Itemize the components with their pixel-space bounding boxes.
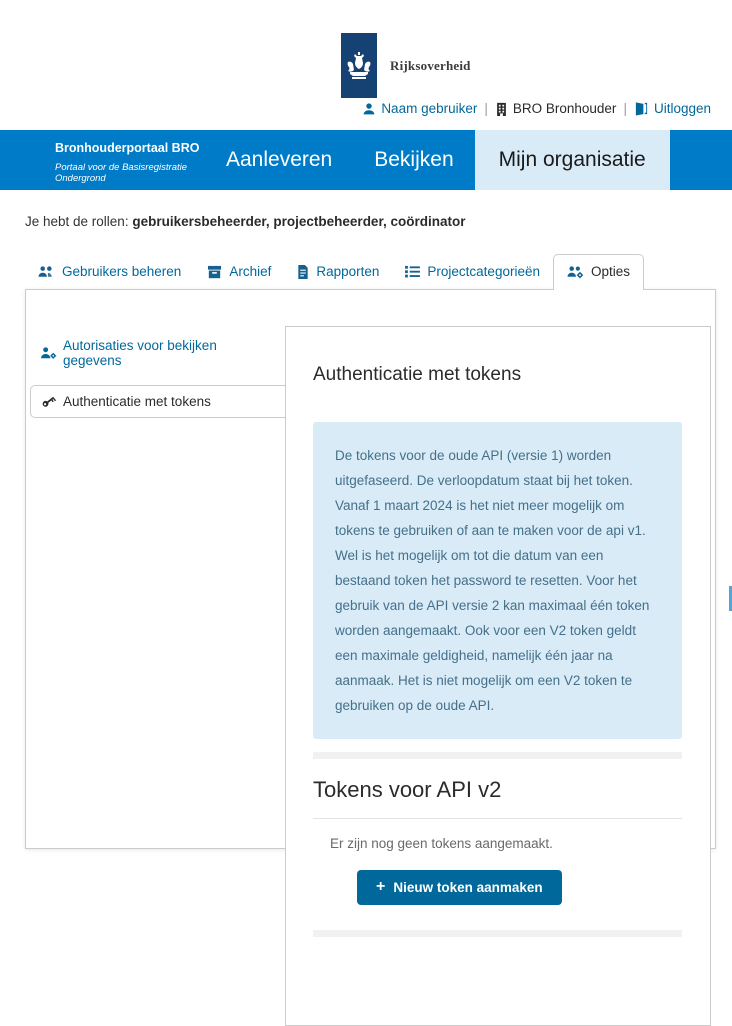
tab-opties[interactable] <box>553 254 644 290</box>
nav-item-mijn-organisatie[interactable]: Mijn organisatie <box>475 130 670 190</box>
token-info-box: De tokens voor de oude API (versie 1) worden uitgefaseerd. De verloopdatum staat bij het token. Vanaf 1 maart 2024 is het niet meer mogelijk om tokens te gebruiken of aan te maken voor de api v1. Wel is het mogelijk om tot die datum van een bestaand token het password te resetten. Voor het gebruik van de API versie 2 kan maximaal één token worden aangemaakt. Ook voor een V2 token geldt een maximale geldigheid, namelijk één jaar na aanmaak. Het is niet mogelijk om een V2 token te gebruiken op de oude API. <box>313 422 682 739</box>
tab-label: Projectcategorieën <box>427 264 540 279</box>
users-icon <box>38 265 55 279</box>
logout-door-icon <box>634 101 649 116</box>
tab-archief[interactable] <box>194 255 284 289</box>
key-icon <box>41 394 56 409</box>
main-navbar <box>0 130 732 190</box>
report-icon <box>297 265 309 279</box>
person-icon <box>362 102 376 116</box>
separator: | <box>623 101 627 116</box>
new-token-button-label: Nieuw token aanmaken <box>393 879 543 895</box>
nav-item-aanleveren[interactable]: Aanleveren <box>226 148 333 171</box>
brand-block <box>0 130 205 190</box>
roles-line <box>25 214 732 229</box>
separator: | <box>484 101 488 116</box>
coat-of-arms-icon <box>341 33 377 98</box>
nav-items <box>205 130 670 190</box>
tab-label: Archief <box>229 264 272 279</box>
menu-item-autorisaties[interactable] <box>30 336 285 378</box>
tab-projectcategorieen[interactable] <box>392 255 553 289</box>
rijksoverheid-logo <box>341 33 471 98</box>
section-divider <box>313 752 682 759</box>
content-title: Authenticatie met tokens <box>313 364 522 385</box>
logout-label: Uitloggen <box>653 101 711 116</box>
building-icon <box>495 102 508 116</box>
user-gear-icon <box>40 346 57 360</box>
page-header <box>0 0 732 130</box>
new-token-button[interactable] <box>357 870 562 905</box>
menu-item-label: Authenticatie met tokens <box>63 394 211 409</box>
heading-rule <box>313 818 682 819</box>
user-link[interactable] <box>362 101 477 116</box>
menu-item-authenticatie-tokens[interactable] <box>30 385 285 418</box>
tab-rapporten[interactable] <box>284 255 392 289</box>
tab-label: Opties <box>590 264 631 279</box>
user-label: Naam gebruiker <box>381 101 478 116</box>
menu-item-label: Autorisaties voor bekijken gegevens <box>63 338 217 368</box>
options-side-menu <box>30 336 285 418</box>
archive-icon <box>207 265 222 279</box>
tab-label: Gebruikers beheren <box>62 264 182 279</box>
list-icon <box>405 265 420 278</box>
org-label: BRO Bronhouder <box>512 101 617 116</box>
no-tokens-message: Er zijn nog geen tokens aangemaakt. <box>330 836 553 851</box>
tab-bar <box>25 254 732 289</box>
tokens-v2-heading: Tokens voor API v2 <box>313 777 502 802</box>
organisation-indicator <box>495 101 617 116</box>
brand-title: Bronhouderportaal BRO <box>55 141 200 155</box>
nav-item-bekijken[interactable]: Bekijken <box>374 148 454 171</box>
brand-subtitle: Portaal voor de Basisregistratie Ondergrond <box>55 162 188 184</box>
opties-tab-panel <box>25 289 716 895</box>
logout-link[interactable] <box>634 101 711 116</box>
section-divider <box>313 930 682 937</box>
plus-icon: + <box>376 878 386 895</box>
users-gear-icon <box>567 265 584 279</box>
tab-gebruikers-beheren[interactable] <box>25 255 194 289</box>
user-bar <box>362 101 711 116</box>
roles-prefix: Je hebt de rollen: <box>25 214 129 229</box>
tab-label: Rapporten <box>316 264 380 279</box>
roles-list: gebruikersbeheerder, projectbeheerder, coördinator <box>132 214 466 229</box>
token-content-panel <box>285 326 711 1026</box>
logo-text: Rijksoverheid <box>390 57 471 73</box>
